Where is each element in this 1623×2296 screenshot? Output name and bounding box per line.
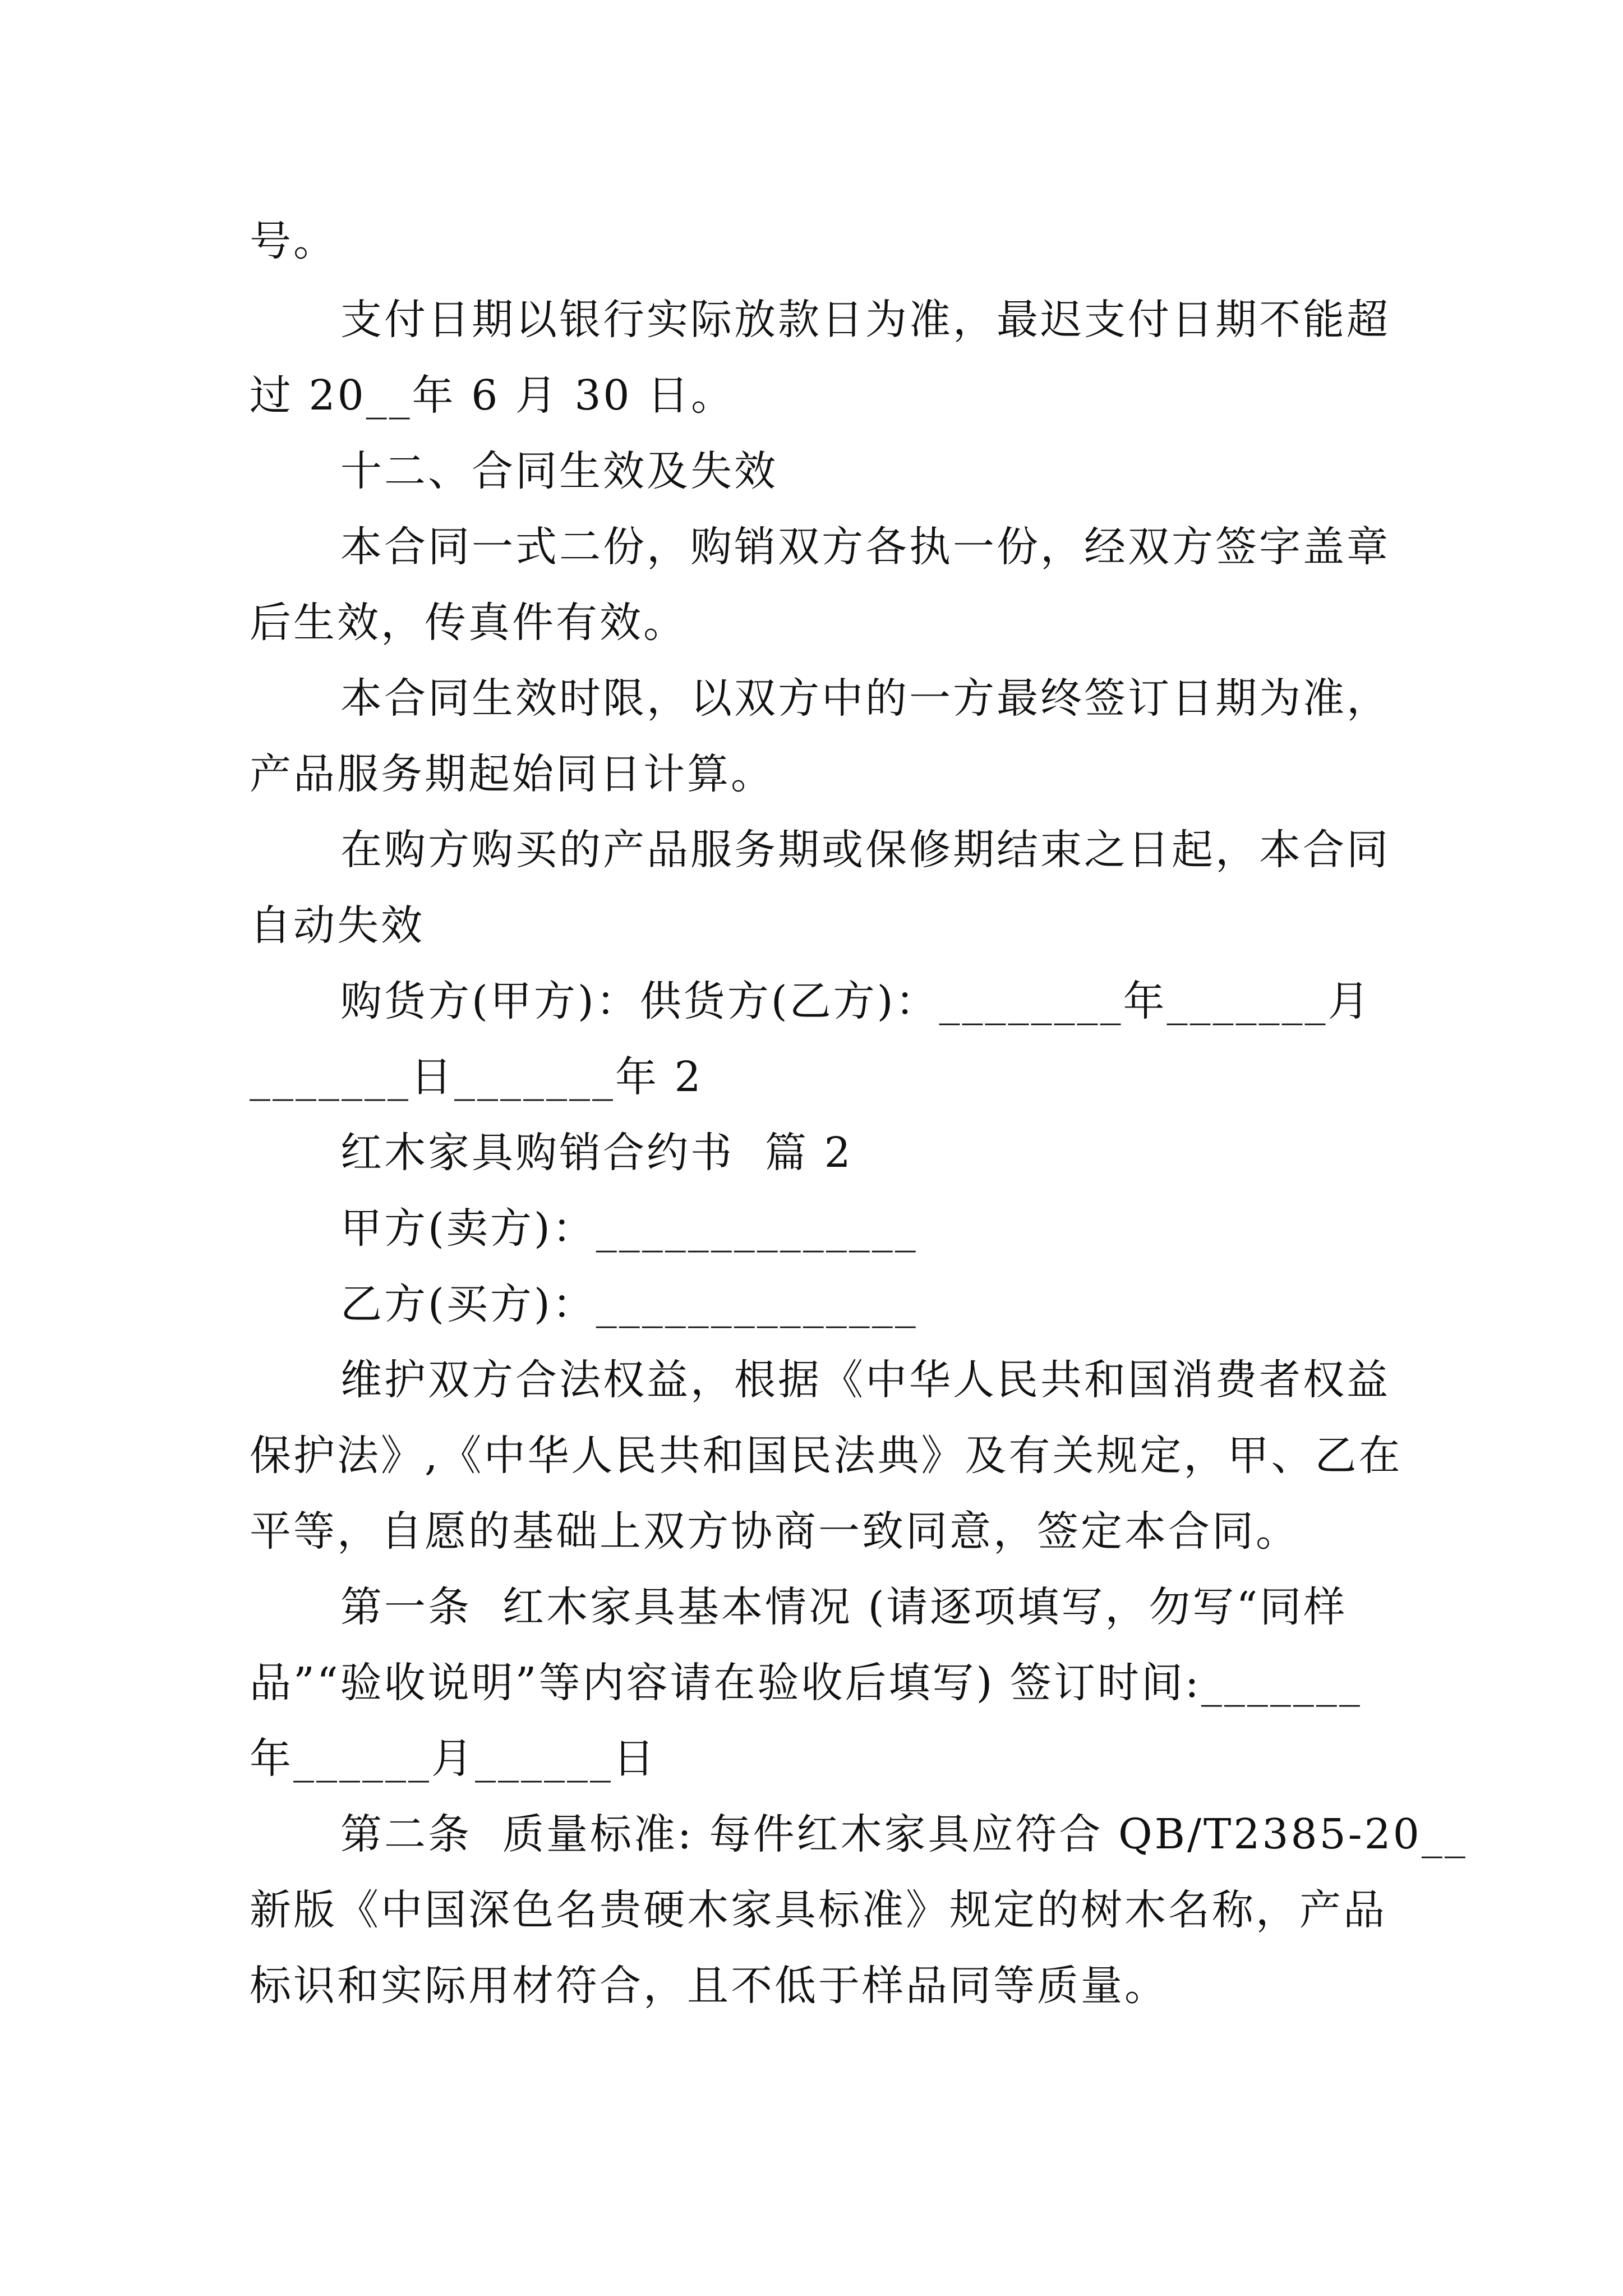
section-title: 红木家具购销合约书 篇 2 xyxy=(340,1129,853,1177)
text-line: 产品服务期起始同日计算。 xyxy=(250,750,774,798)
clause-line: 第二条 质量标准: 每件红木家具应符合 QB/T2385-20__ xyxy=(340,1810,1468,1858)
text-line: 保护法》,《中华人民共和国民法典》及有关规定，甲、乙在 xyxy=(250,1432,1403,1480)
signature-line: 购货方(甲方)：供货方(乙方)：________年_______月 xyxy=(340,977,1372,1025)
text-line: 本合同一式二份，购销双方各执一份，经双方签字盖章 xyxy=(340,523,1390,571)
section-heading: 十二、合同生效及失效 xyxy=(340,447,778,495)
text-line: 在购方购买的产品服务期或保修期结束之日起，本合同 xyxy=(340,826,1390,874)
text-line: 过 20__年 6 月 30 日。 xyxy=(250,371,735,420)
text-line: 品”“验收说明”等内容请在验收后填写) 签订时间:_______ xyxy=(250,1659,1362,1707)
party-b-line: 乙方(买方)：______________ xyxy=(340,1280,918,1328)
text-line: 维护双方合法权益，根据《中华人民共和国消费者权益 xyxy=(340,1356,1390,1404)
signature-line: _______日_______年 2 xyxy=(250,1053,703,1101)
text-line: 标识和实际用材符合，且不低于样品同等质量。 xyxy=(250,1962,1168,2010)
text-line: 自动失效 xyxy=(250,901,425,950)
text-line: 后生效，传真件有效。 xyxy=(250,599,687,647)
clause-line: 第一条 红木家具基本情况 (请逐项填写，勿写“同样 xyxy=(340,1583,1348,1631)
text-line: 新版《中国深色名贵硬木家具标准》规定的树木名称，产品 xyxy=(250,1886,1387,1934)
text-line: 平等，自愿的基础上双方协商一致同意，签定本合同。 xyxy=(250,1507,1299,1556)
party-a-line: 甲方(卖方)：______________ xyxy=(340,1204,918,1253)
text-line: 号。 xyxy=(250,217,337,265)
text-line: 本合同生效时限，以双方中的一方最终签订日期为准， xyxy=(340,674,1390,723)
text-line: 支付日期以银行实际放款日为准，最迟支付日期不能超 xyxy=(340,296,1390,344)
text-line: 年______月______日 xyxy=(250,1734,657,1783)
